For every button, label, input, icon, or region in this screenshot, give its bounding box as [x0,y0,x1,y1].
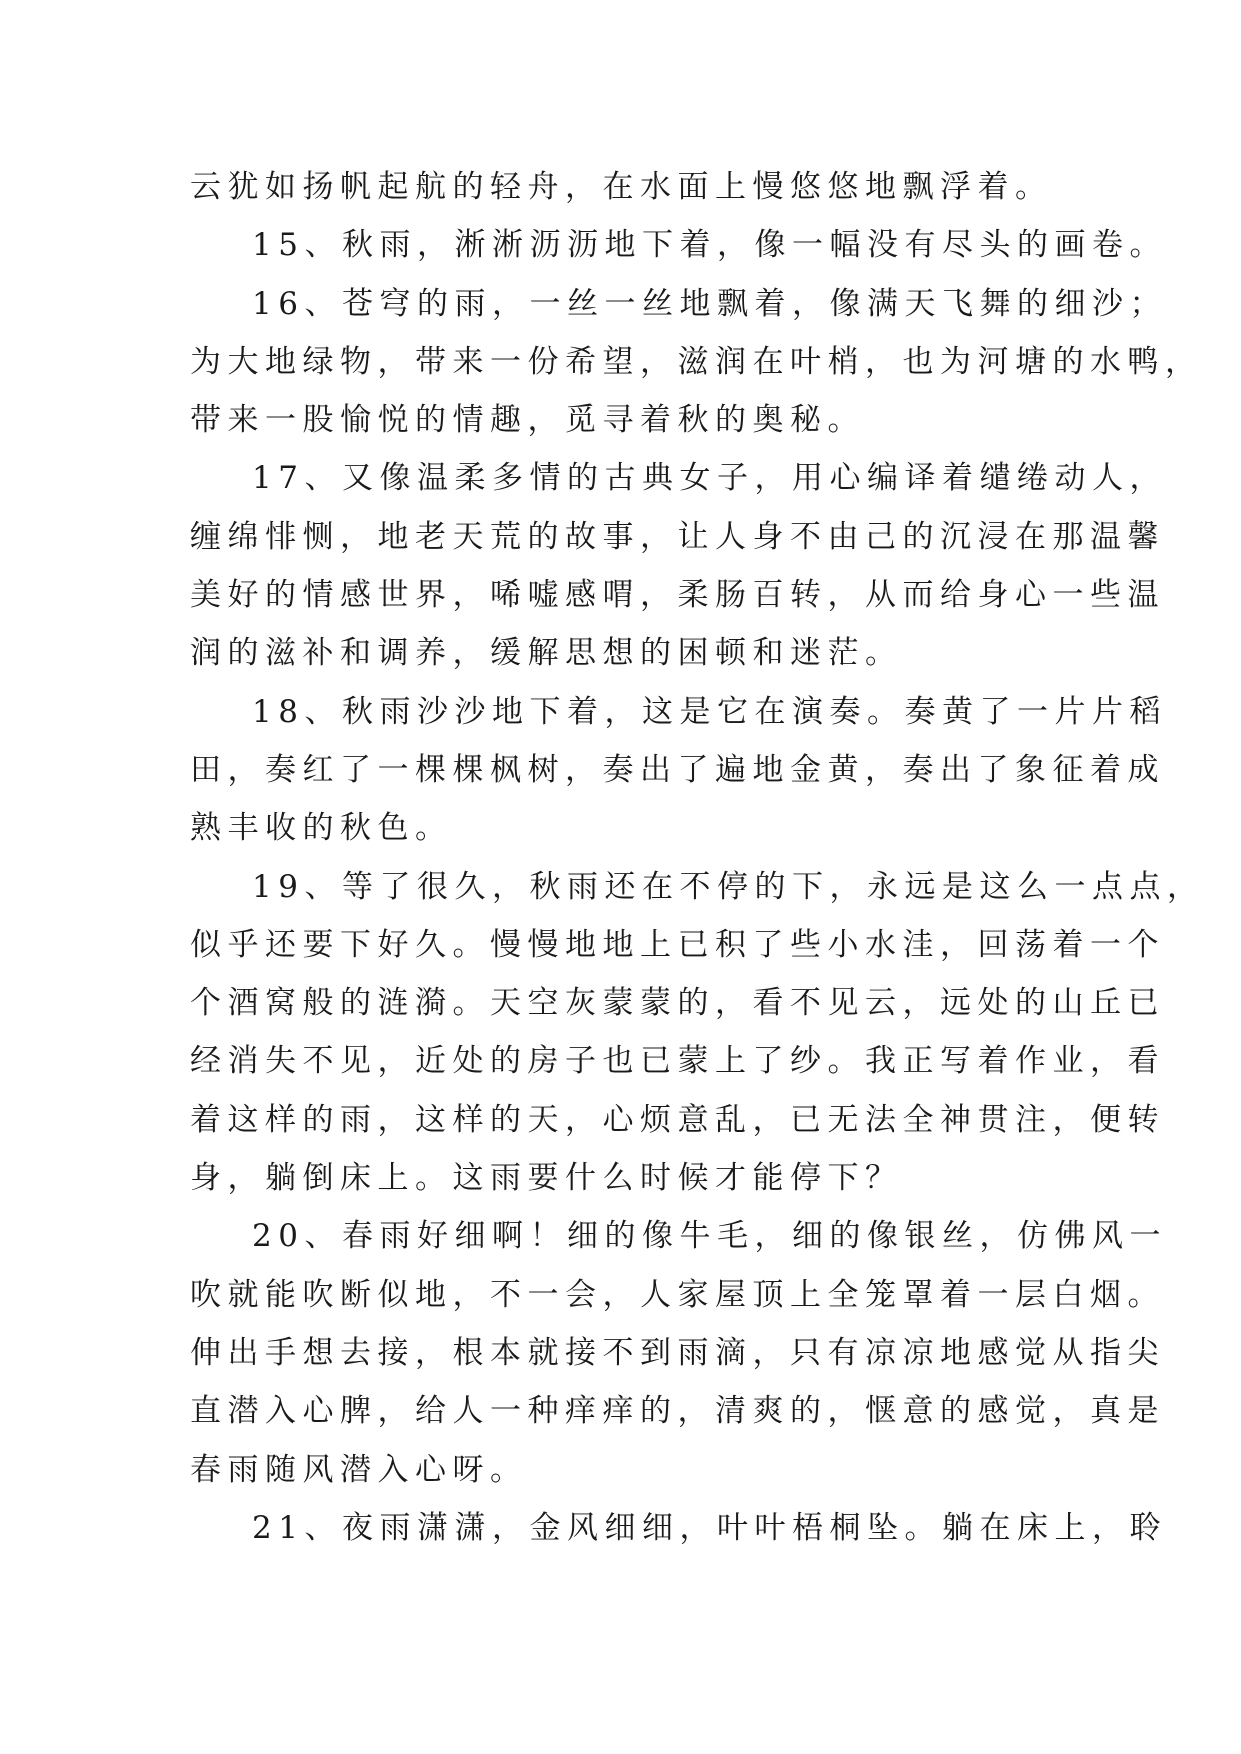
text-line: 20、春雨好细啊！细的像牛毛，细的像银丝，仿佛风一 [252,1218,1167,1255]
paragraph [190,158,1070,216]
text-line: 似乎还要下好久。慢慢地地上已积了些小水洼，回荡着一个 [190,926,1165,963]
text-line: 田，奏红了一棵棵枫树，奏出了遍地金黄，奏出了象征着成 [190,751,1165,788]
text-line: 伸出手想去接，根本就接不到雨滴，只有凉凉地感觉从指尖 [190,1334,1165,1371]
text-line: 带来一股愉悦的情趣，觅寻着秋的奥秘。 [190,402,865,439]
paragraph-19 [190,858,1205,1208]
paragraph-17 [190,449,1167,682]
text-line: 18、秋雨沙沙地下着，这是它在演奏。奏黄了一片片稻 [252,693,1167,730]
paragraph-21 [190,1499,1167,1557]
text-line: 直潜入心脾，给人一种痒痒的，清爽的，惬意的感觉，真是 [190,1393,1165,1430]
text-line: 润的滋补和调养，缓解思想的困顿和迷茫。 [190,635,903,672]
text-line: 16、苍穹的雨，一丝一丝地飘着，像满天飞舞的细沙； [252,285,1167,322]
text-line: 春雨随风潜入心呀。 [190,1451,528,1488]
paragraph-20 [190,1207,1167,1498]
paragraph-16 [190,275,1203,450]
text-line: 21、夜雨潇潇，金风细细，叶叶梧桐坠。躺在床上，聆 [252,1509,1167,1546]
text-line: 15、秋雨，淅淅沥沥地下着，像一幅没有尽头的画卷。 [252,227,1167,264]
paragraph-18 [190,683,1167,858]
document-body [190,158,1205,1557]
text-line: 19、等了很久，秋雨还在不停的下，永远是这么一点点， [252,868,1205,905]
text-line: 为大地绿物，带来一份希望，滋润在叶梢，也为河塘的水鸭， [190,343,1203,380]
text-line: 美好的情感世界，唏嘘感喟，柔肠百转，从而给身心一些温 [190,577,1165,614]
text-line: 17、又像温柔多情的古典女子，用心编译着缱绻动人， [252,460,1167,497]
text-line: 云犹如扬帆起航的轻舟，在水面上慢悠悠地飘浮着。 [190,169,1053,205]
paragraph-15 [190,216,1167,274]
text-line: 个酒窝般的涟漪。天空灰蒙蒙的，看不见云，远处的山丘已 [190,985,1165,1022]
text-line: 着这样的雨，这样的天，心烦意乱，已无法全神贯注，便转 [190,1101,1165,1138]
text-line: 熟丰收的秋色。 [190,810,453,847]
text-line: 经消失不见，近处的房子也已蒙上了纱。我正写着作业，看 [190,1043,1165,1080]
text-line: 缠绵悱恻，地老天荒的故事，让人身不由己的沉浸在那温馨 [190,518,1165,555]
text-line: 吹就能吹断似地，不一会，人家屋顶上全笼罩着一层白烟。 [190,1276,1165,1313]
text-line: 身，躺倒床上。这雨要什么时候才能停下？ [190,1160,903,1197]
